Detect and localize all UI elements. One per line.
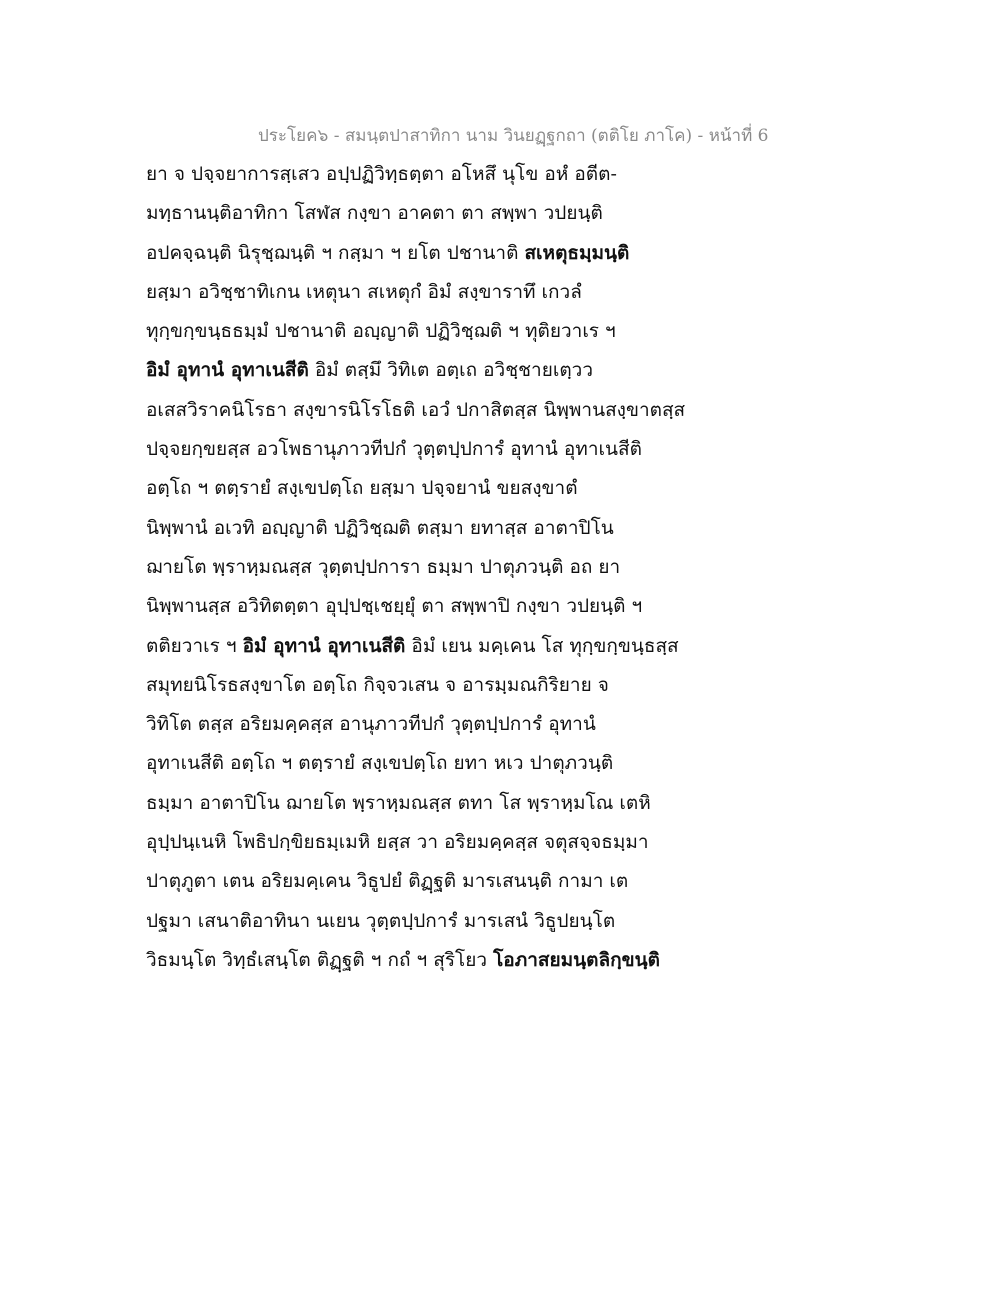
text-segment: ทุกฺขกฺขนฺธธมฺมํ ปชานาติ อญฺญาติ ปฏิวิชฺฌติ ฯ ทุติยวาเร ฯ xyxy=(146,320,616,343)
text-line xyxy=(146,316,766,355)
text-segment: อตฺโถ ฯ ตตฺรายํ สงฺเขปตฺโถ ยสฺมา ปจฺจยานํ ขยสงฺขาตํ xyxy=(146,477,578,500)
text-segment: อเสสวิราคนิโรธา สงฺขารนิโรโธติ เอวํ ปกาสิตสฺส นิพฺพานสงฺขาตสฺส xyxy=(146,398,686,421)
text-segment: อปคจฺฉนฺติ นิรุชฺฌนฺติ ฯ กสฺมา ฯ ยโต ปชานาติ xyxy=(146,241,525,264)
text-segment: ปฐมา เสนาติอาทินา นเยน วุตฺตปฺปการํ มารเสนํ วิธูปยนฺโต xyxy=(146,909,616,932)
text-segment: ปาตุภูตา เตน อริยมคฺเคน วิธูปยํ ติฏฺฐติ มารเสนนฺติ กามา เต xyxy=(146,870,629,893)
text-line xyxy=(146,866,766,905)
text-line xyxy=(146,748,766,787)
text-line xyxy=(146,277,766,316)
running-header: ประโยค๖ - สมนฺตปาสาทิกา นาม วินยฏฺฐกถา (ตติโย ภาโค) - หน้าที่ 6 xyxy=(258,126,769,146)
text-segment: ตติยวาเร ฯ xyxy=(146,634,243,657)
bold-term: อิมํ อุทานํ อุทาเนสีติ xyxy=(146,359,309,382)
text-line xyxy=(146,552,766,591)
text-line xyxy=(146,434,766,473)
text-line xyxy=(146,709,766,748)
text-line xyxy=(146,670,766,709)
text-segment: อุปฺปนฺเนหิ โพธิปกฺขิยธมฺเมหิ ยสฺส วา อริยมคฺคสฺส จตุสจฺจธมฺมา xyxy=(146,831,649,854)
text-segment: วิทิโต ตสฺส อริยมคฺคสฺส อานุภาวทีปกํ วุตฺตปฺปการํ อุทานํ xyxy=(146,713,596,736)
bold-term: โอภาสยมนฺตลิกฺขนฺติ xyxy=(493,948,660,971)
text-line xyxy=(146,906,766,945)
text-line xyxy=(146,238,766,277)
text-segment: ปจฺจยกฺขยสฺส อวโพธานุภาวทีปกํ วุตฺตปฺปการํ อุทานํ อุทาเนสีติ xyxy=(146,438,642,461)
body-text xyxy=(146,159,766,984)
text-line xyxy=(146,631,766,670)
text-line xyxy=(146,591,766,630)
text-segment: อิมํ ตสฺมึ วิทิเต อตฺเถ อวิชฺชายเตฺวว xyxy=(308,359,593,382)
text-line xyxy=(146,395,766,434)
text-line xyxy=(146,788,766,827)
text-line xyxy=(146,827,766,866)
text-line xyxy=(146,355,766,394)
text-segment: ยสฺมา อวิชฺชาทิเกน เหตุนา สเหตุกํ อิมํ สงฺขาราทึ เกวลํ xyxy=(146,280,582,303)
text-segment: นิพฺพานํ อเวทิ อญฺญาติ ปฏิวิชฺฌติ ตสฺมา ยทาสฺส อาตาปิโน xyxy=(146,516,614,539)
text-line xyxy=(146,513,766,552)
bold-term: อิมํ อุทานํ อุทาเนสีติ xyxy=(242,634,406,657)
text-line xyxy=(146,159,766,198)
text-segment: ยา จ ปจฺจยาการสฺเสว อปฺปฏิวิทฺธตฺตา อโหสึ นุโข อหํ อตีต- xyxy=(146,163,617,185)
text-segment: วิธมนฺโต วิทฺธํเสนฺโต ติฏฺฐติ ฯ กถํ ฯ สุริโยว xyxy=(146,948,494,971)
text-line xyxy=(146,945,766,984)
text-segment: ธมฺมา อาตาปิโน ฌายโต พฺราหฺมณสฺส ตทา โส พฺราหฺมโณ เตหิ xyxy=(146,791,651,814)
text-segment: สมุทยนิโรธสงฺขาโต อตฺโถ กิจฺจวเสน จ อารมฺมณกิริยาย จ xyxy=(146,673,609,696)
text-segment: นิพฺพานสฺส อวิทิตตฺตา อุปฺปชฺเชยฺยุํ ตา สพฺพาปิ กงฺขา วปยนฺติ ฯ xyxy=(146,595,643,618)
text-line xyxy=(146,198,766,237)
text-segment: มทฺธานนฺติอาทิกา โสฬส กงฺขา อาคตา ตา สพฺพา วปยนฺติ xyxy=(146,202,603,225)
text-segment: อิมํ เยน มคฺเคน โส ทุกฺขกฺขนฺธสฺส xyxy=(405,634,679,657)
text-segment: ฌายโต พฺราหฺมณสฺส วุตฺตปฺปการา ธมฺมา ปาตุภวนฺติ อถ ยา xyxy=(146,555,621,578)
text-line xyxy=(146,473,766,512)
bold-term: สเหตุธมฺมนฺติ xyxy=(524,241,630,264)
text-segment: อุทาเนสีติ อตฺโถ ฯ ตตฺรายํ สงฺเขปตฺโถ ยทา หเว ปาตุภวนฺติ xyxy=(146,752,614,775)
